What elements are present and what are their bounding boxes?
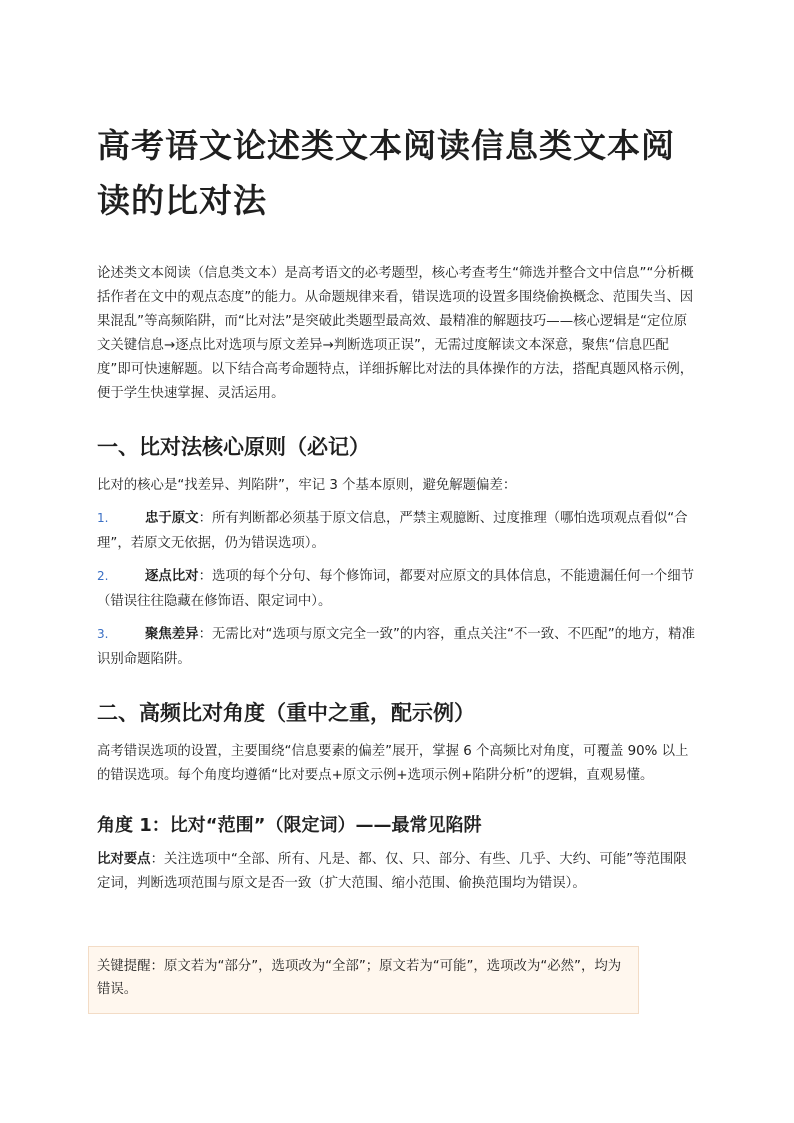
angle-1-text: ：关注选项中“全部、所有、凡是、都、仅、只、部分、有些、几乎、大约、可能”等范围限定词，判断选项范围与原文是否一致（扩大范围、缩小范围、偷换范围均为错误）。 [97,852,687,891]
list-number: 2. [97,569,109,583]
list-item-label: 聚焦差异 [145,627,199,642]
intro-paragraph: 论述类文本阅读（信息类文本）是高考语文的必考题型，核心考查考生“筛选并整合文中信息”“分析概括作者在文中的观点态度”的能力。从命题规律来看，错误选项的设置多围绕偷换概念、范围失当、因果混乱”等高频陷阱，而“比对法”是突破此类题型最高效、最精准的解题技巧——核心逻辑是“定位原文关键信息→逐点比对选项与原文差异→判断选项正误”，无需过度解读文本深意，聚焦“信息匹配度”即可快速解题。以下结合高考命题特点，详细拆解比对法的具体操作的方法，搭配真题风格示例，便于学生快速掌握、灵活运用。 [97,266,694,401]
list-number: 1. [97,511,109,525]
list-number: 3. [97,627,109,641]
list-item-label: 逐点比对 [145,569,199,584]
document-content [97,118,697,896]
list-item-label: 忠于原文 [145,511,199,526]
section-lead-principles: 比对的核心是“找差异、判陷阱”，牢记 3 个基本原则，避免解题偏差： [97,478,517,493]
list-item [97,506,697,556]
list-item-text: ：所有判断都必须基于原文信息，严禁主观臆断、过度推理（哪怕选项观点看似“合理”，若原文无依据，仍为错误选项）。 [97,511,688,551]
angle-1-paragraph [97,848,697,896]
list-item [97,564,697,614]
document-title: 高考语文论述类文本阅读信息类文本阅读的比对法 [97,126,675,220]
section-heading-principles: 一、比对法核心原则（必记） [97,435,370,459]
key-reminder-callout [88,946,639,1014]
section-heading-angles: 二、高频比对角度（重中之重，配示例） [97,701,475,725]
section-lead-angles: 高考错误选项的设置，主要围绕“信息要素的偏差”展开，掌握 6 个高频比对角度，可覆盖 90% 以上的错误选项。每个角度均遵循“比对要点+原文示例+选项示例+陷阱分析”的逻辑，直观易懂。 [97,744,689,783]
list-item [97,622,697,672]
principles-list [97,506,697,672]
list-item-text: ：无需比对“选项与原文完全一致”的内容，重点关注“不一致、不匹配”的地方，精准识别命题陷阱。 [97,627,695,667]
angle-1-label: 比对要点 [97,852,151,867]
list-item-text: ：选项的每个分句、每个修饰词，都要对应原文的具体信息，不能遗漏任何一个细节（错误往往隐藏在修饰语、限定词中）。 [97,569,695,609]
subsection-heading-angle-1: 角度 1：比对“范围”（限定词）——最常见陷阱 [97,815,482,836]
callout-text: 关键提醒：原文若为“部分”，选项改为“全部”；原文若为“可能”，选项改为“必然”，均为错误。 [97,959,622,997]
